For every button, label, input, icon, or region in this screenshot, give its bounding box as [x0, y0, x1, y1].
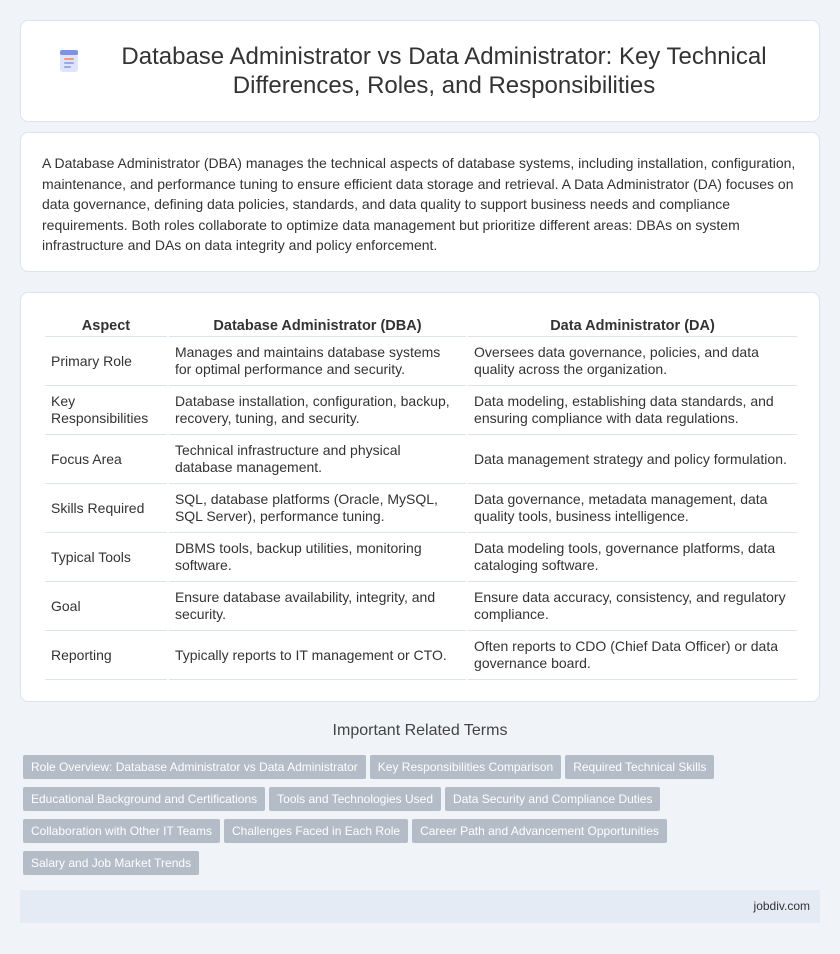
row-da: Data modeling tools, governance platforms, data cataloging software.: [468, 533, 797, 582]
intro-card: [20, 132, 820, 272]
related-tag[interactable]: Data Security and Compliance Duties: [445, 787, 660, 811]
related-tag[interactable]: Career Path and Advancement Opportunities: [412, 819, 667, 843]
row-dba: Typically reports to IT management or CTO.: [169, 631, 466, 680]
document-list-icon: [56, 48, 82, 74]
table-header-row: [45, 313, 797, 337]
comparison-table: [43, 313, 799, 680]
table-row: [45, 533, 797, 582]
header-aspect: Aspect: [45, 313, 167, 337]
row-dba: Ensure database availability, integrity, and security.: [169, 582, 466, 631]
related-tag[interactable]: Required Technical Skills: [565, 755, 714, 779]
related-terms-title: Important Related Terms: [332, 722, 508, 739]
table-row: [45, 337, 797, 386]
related-tag[interactable]: Educational Background and Certifications: [23, 787, 265, 811]
related-tag[interactable]: Collaboration with Other IT Teams: [23, 819, 220, 843]
related-tag[interactable]: Challenges Faced in Each Role: [224, 819, 408, 843]
header-dba: Database Administrator (DBA): [169, 313, 466, 337]
row-dba: SQL, database platforms (Oracle, MySQL, SQL Server), performance tuning.: [169, 484, 466, 533]
related-tag[interactable]: Salary and Job Market Trends: [23, 851, 199, 875]
row-aspect: Primary Role: [45, 337, 167, 386]
row-dba: Manages and maintains database systems for optimal performance and security.: [169, 337, 466, 386]
row-aspect: Focus Area: [45, 435, 167, 484]
related-tag[interactable]: Tools and Technologies Used: [269, 787, 441, 811]
row-da: Data governance, metadata management, data quality tools, business intelligence.: [468, 484, 797, 533]
row-dba: DBMS tools, backup utilities, monitoring software.: [169, 533, 466, 582]
row-da: Ensure data accuracy, consistency, and regulatory compliance.: [468, 582, 797, 631]
row-da: Often reports to CDO (Chief Data Officer) or data governance board.: [468, 631, 797, 680]
row-dba: Technical infrastructure and physical database management.: [169, 435, 466, 484]
intro-paragraph: A Database Administrator (DBA) manages the technical aspects of database systems, including installation, configuration, maintenance, and performance tuning to ensure efficient data storage and retrieval. A Data Administrator (DA) focuses on data governance, defining data policies, standards, and data quality to support business needs and compliance requirements. Both roles collaborate to optimize data management but prioritize different areas: DBAs on system infrastructure and DAs on data integrity and policy enforcement.: [42, 155, 796, 253]
comparison-table-card: [20, 292, 820, 702]
related-tags: [23, 755, 813, 883]
row-da: Data modeling, establishing data standards, and ensuring compliance with data regulations.: [468, 386, 797, 435]
table-row: [45, 582, 797, 631]
row-aspect: Skills Required: [45, 484, 167, 533]
row-aspect: Reporting: [45, 631, 167, 680]
related-tag[interactable]: Key Responsibilities Comparison: [370, 755, 561, 779]
footer: [20, 890, 820, 923]
table-row: [45, 631, 797, 680]
table-row: [45, 386, 797, 435]
row-aspect: Key Responsibilities: [45, 386, 167, 435]
row-da: Oversees data governance, policies, and data quality across the organization.: [468, 337, 797, 386]
related-tag[interactable]: Role Overview: Database Administrator vs Data Administrator: [23, 755, 366, 779]
row-aspect: Typical Tools: [45, 533, 167, 582]
row-dba: Database installation, configuration, backup, recovery, tuning, and security.: [169, 386, 466, 435]
title-card: [20, 20, 820, 122]
table-row: [45, 484, 797, 533]
table-row: [45, 435, 797, 484]
page-title: Database Administrator vs Data Administrator: Key Technical Differences, Roles, and Responsibilities: [121, 43, 767, 99]
header-da: Data Administrator (DA): [468, 313, 797, 337]
row-aspect: Goal: [45, 582, 167, 631]
footer-site-link[interactable]: jobdiv.com: [753, 899, 810, 913]
row-da: Data management strategy and policy formulation.: [468, 435, 797, 484]
title-wrap: [21, 42, 819, 100]
